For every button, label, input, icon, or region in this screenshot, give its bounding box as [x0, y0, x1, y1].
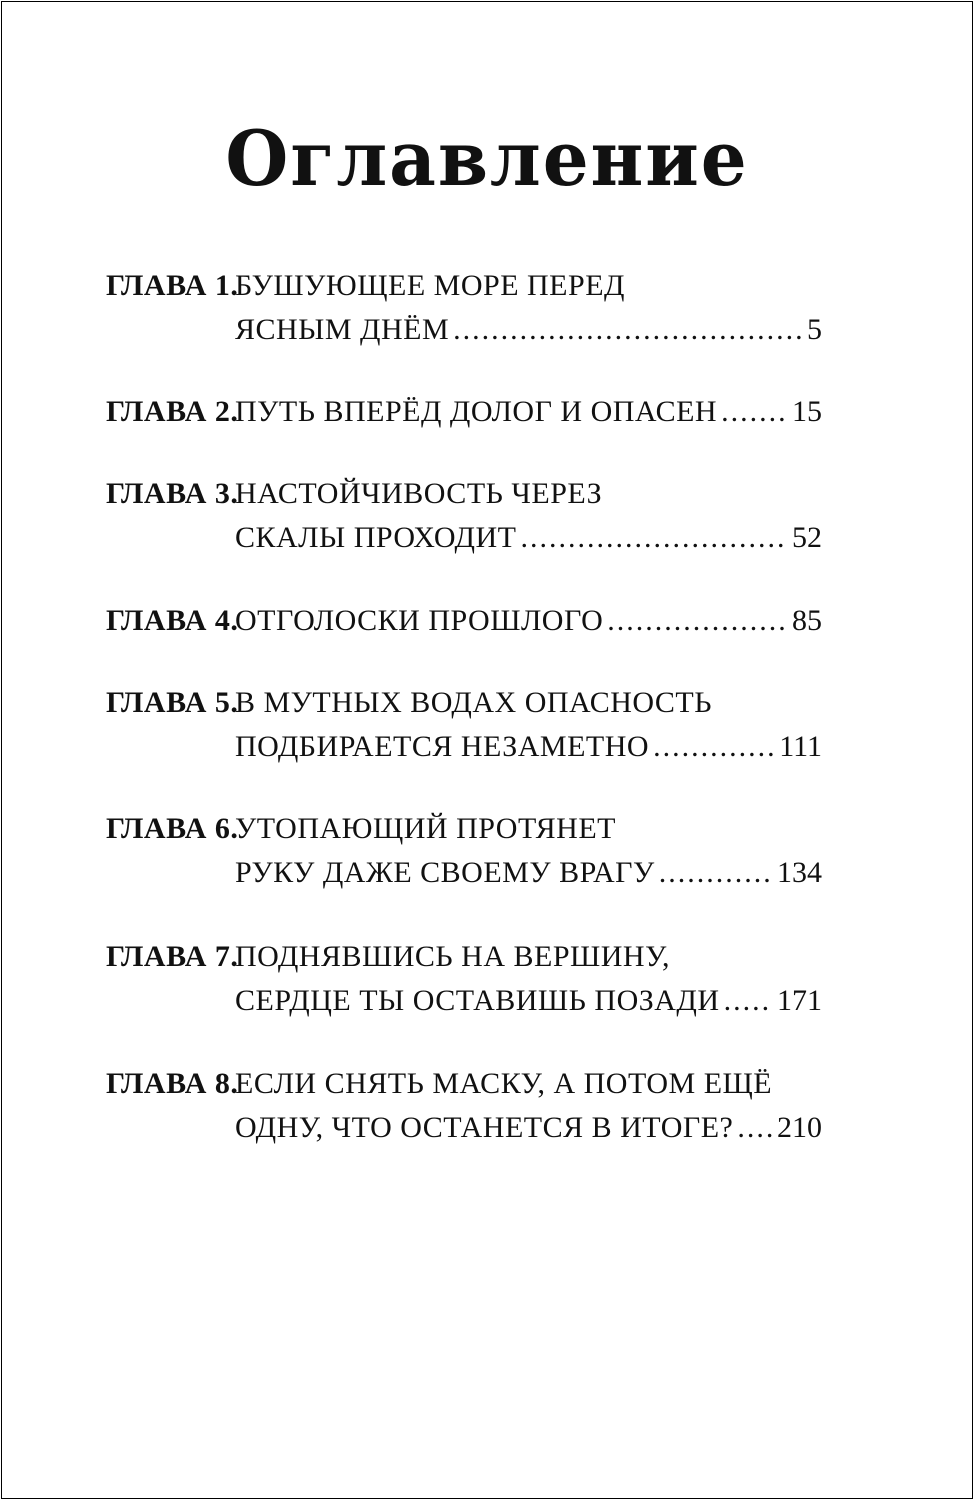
chapter-title-line1: НАСТОЙЧИВОСТЬ ЧЕРЕЗ: [235, 477, 603, 510]
chapter-title-line2: ОДНУ, ЧТО ОСТАНЕТСЯ В ИТОГЕ?: [235, 1111, 734, 1144]
toc-entry[interactable]: [106, 935, 822, 1023]
chapter-label: ГЛАВА 4.: [106, 604, 239, 637]
page-number: 171: [777, 984, 822, 1017]
page-number: 52: [792, 521, 822, 554]
page-number: 5: [807, 313, 822, 346]
toc-entry[interactable]: [106, 472, 822, 560]
dot-leader: [453, 308, 803, 352]
page-number: 15: [792, 395, 822, 428]
dot-leader: [737, 1106, 773, 1150]
chapter-title-line1: УТОПАЮЩИЙ ПРОТЯНЕТ: [235, 812, 616, 845]
chapter-title-line1: ПУТЬ ВПЕРЁД ДОЛОГ И ОПАСЕН: [235, 395, 718, 428]
page-number: 210: [777, 1111, 822, 1144]
dot-leader: [721, 390, 788, 434]
chapter-title-line1: БУШУЮЩЕЕ МОРЕ ПЕРЕД: [235, 269, 625, 302]
toc-entry[interactable]: [106, 681, 822, 769]
chapter-title-line1: В МУТНЫХ ВОДАХ ОПАСНОСТЬ: [235, 686, 712, 719]
toc-entry[interactable]: [106, 599, 822, 643]
chapter-title-line2: ЯСНЫМ ДНЁМ: [235, 313, 450, 346]
chapter-label: ГЛАВА 6.: [106, 812, 239, 845]
dot-leader: [521, 516, 789, 560]
toc-entry[interactable]: [106, 1062, 822, 1150]
chapter-title-line2: СКАЛЫ ПРОХОДИТ: [235, 521, 517, 554]
book-page: [1, 1, 973, 1499]
chapter-title-line2: СЕРДЦЕ ТЫ ОСТАВИШЬ ПОЗАДИ: [235, 984, 720, 1017]
toc-entry[interactable]: [106, 807, 822, 895]
dot-leader: [653, 725, 775, 769]
dot-leader: [659, 851, 773, 895]
chapter-title-line2: РУКУ ДАЖЕ СВОЕМУ ВРАГУ: [235, 856, 655, 889]
chapter-label: ГЛАВА 5.: [106, 686, 239, 719]
chapter-label: ГЛАВА 3.: [106, 477, 239, 510]
chapter-label: ГЛАВА 7.: [106, 940, 239, 973]
chapter-title-line2: ПОДБИРАЕТСЯ НЕЗАМЕТНО: [235, 730, 650, 763]
chapter-title-line1: ЕСЛИ СНЯТЬ МАСКУ, А ПОТОМ ЕЩЁ: [235, 1067, 773, 1100]
page-number: 85: [792, 604, 822, 637]
dot-leader: [724, 979, 773, 1023]
chapter-label: ГЛАВА 8.: [106, 1067, 239, 1100]
chapter-title-line1: ПОДНЯВШИСЬ НА ВЕРШИНУ,: [235, 940, 670, 973]
page-title: Оглавление: [225, 114, 749, 203]
dot-leader: [607, 599, 788, 643]
chapter-label: ГЛАВА 2.: [106, 395, 239, 428]
page-number: 111: [779, 730, 822, 763]
chapter-label: ГЛАВА 1.: [106, 269, 239, 302]
chapter-title-line1: ОТГОЛОСКИ ПРОШЛОГО: [235, 604, 604, 637]
toc-entry[interactable]: [106, 264, 822, 352]
toc-entry[interactable]: [106, 390, 822, 434]
page-number: 134: [777, 856, 822, 889]
